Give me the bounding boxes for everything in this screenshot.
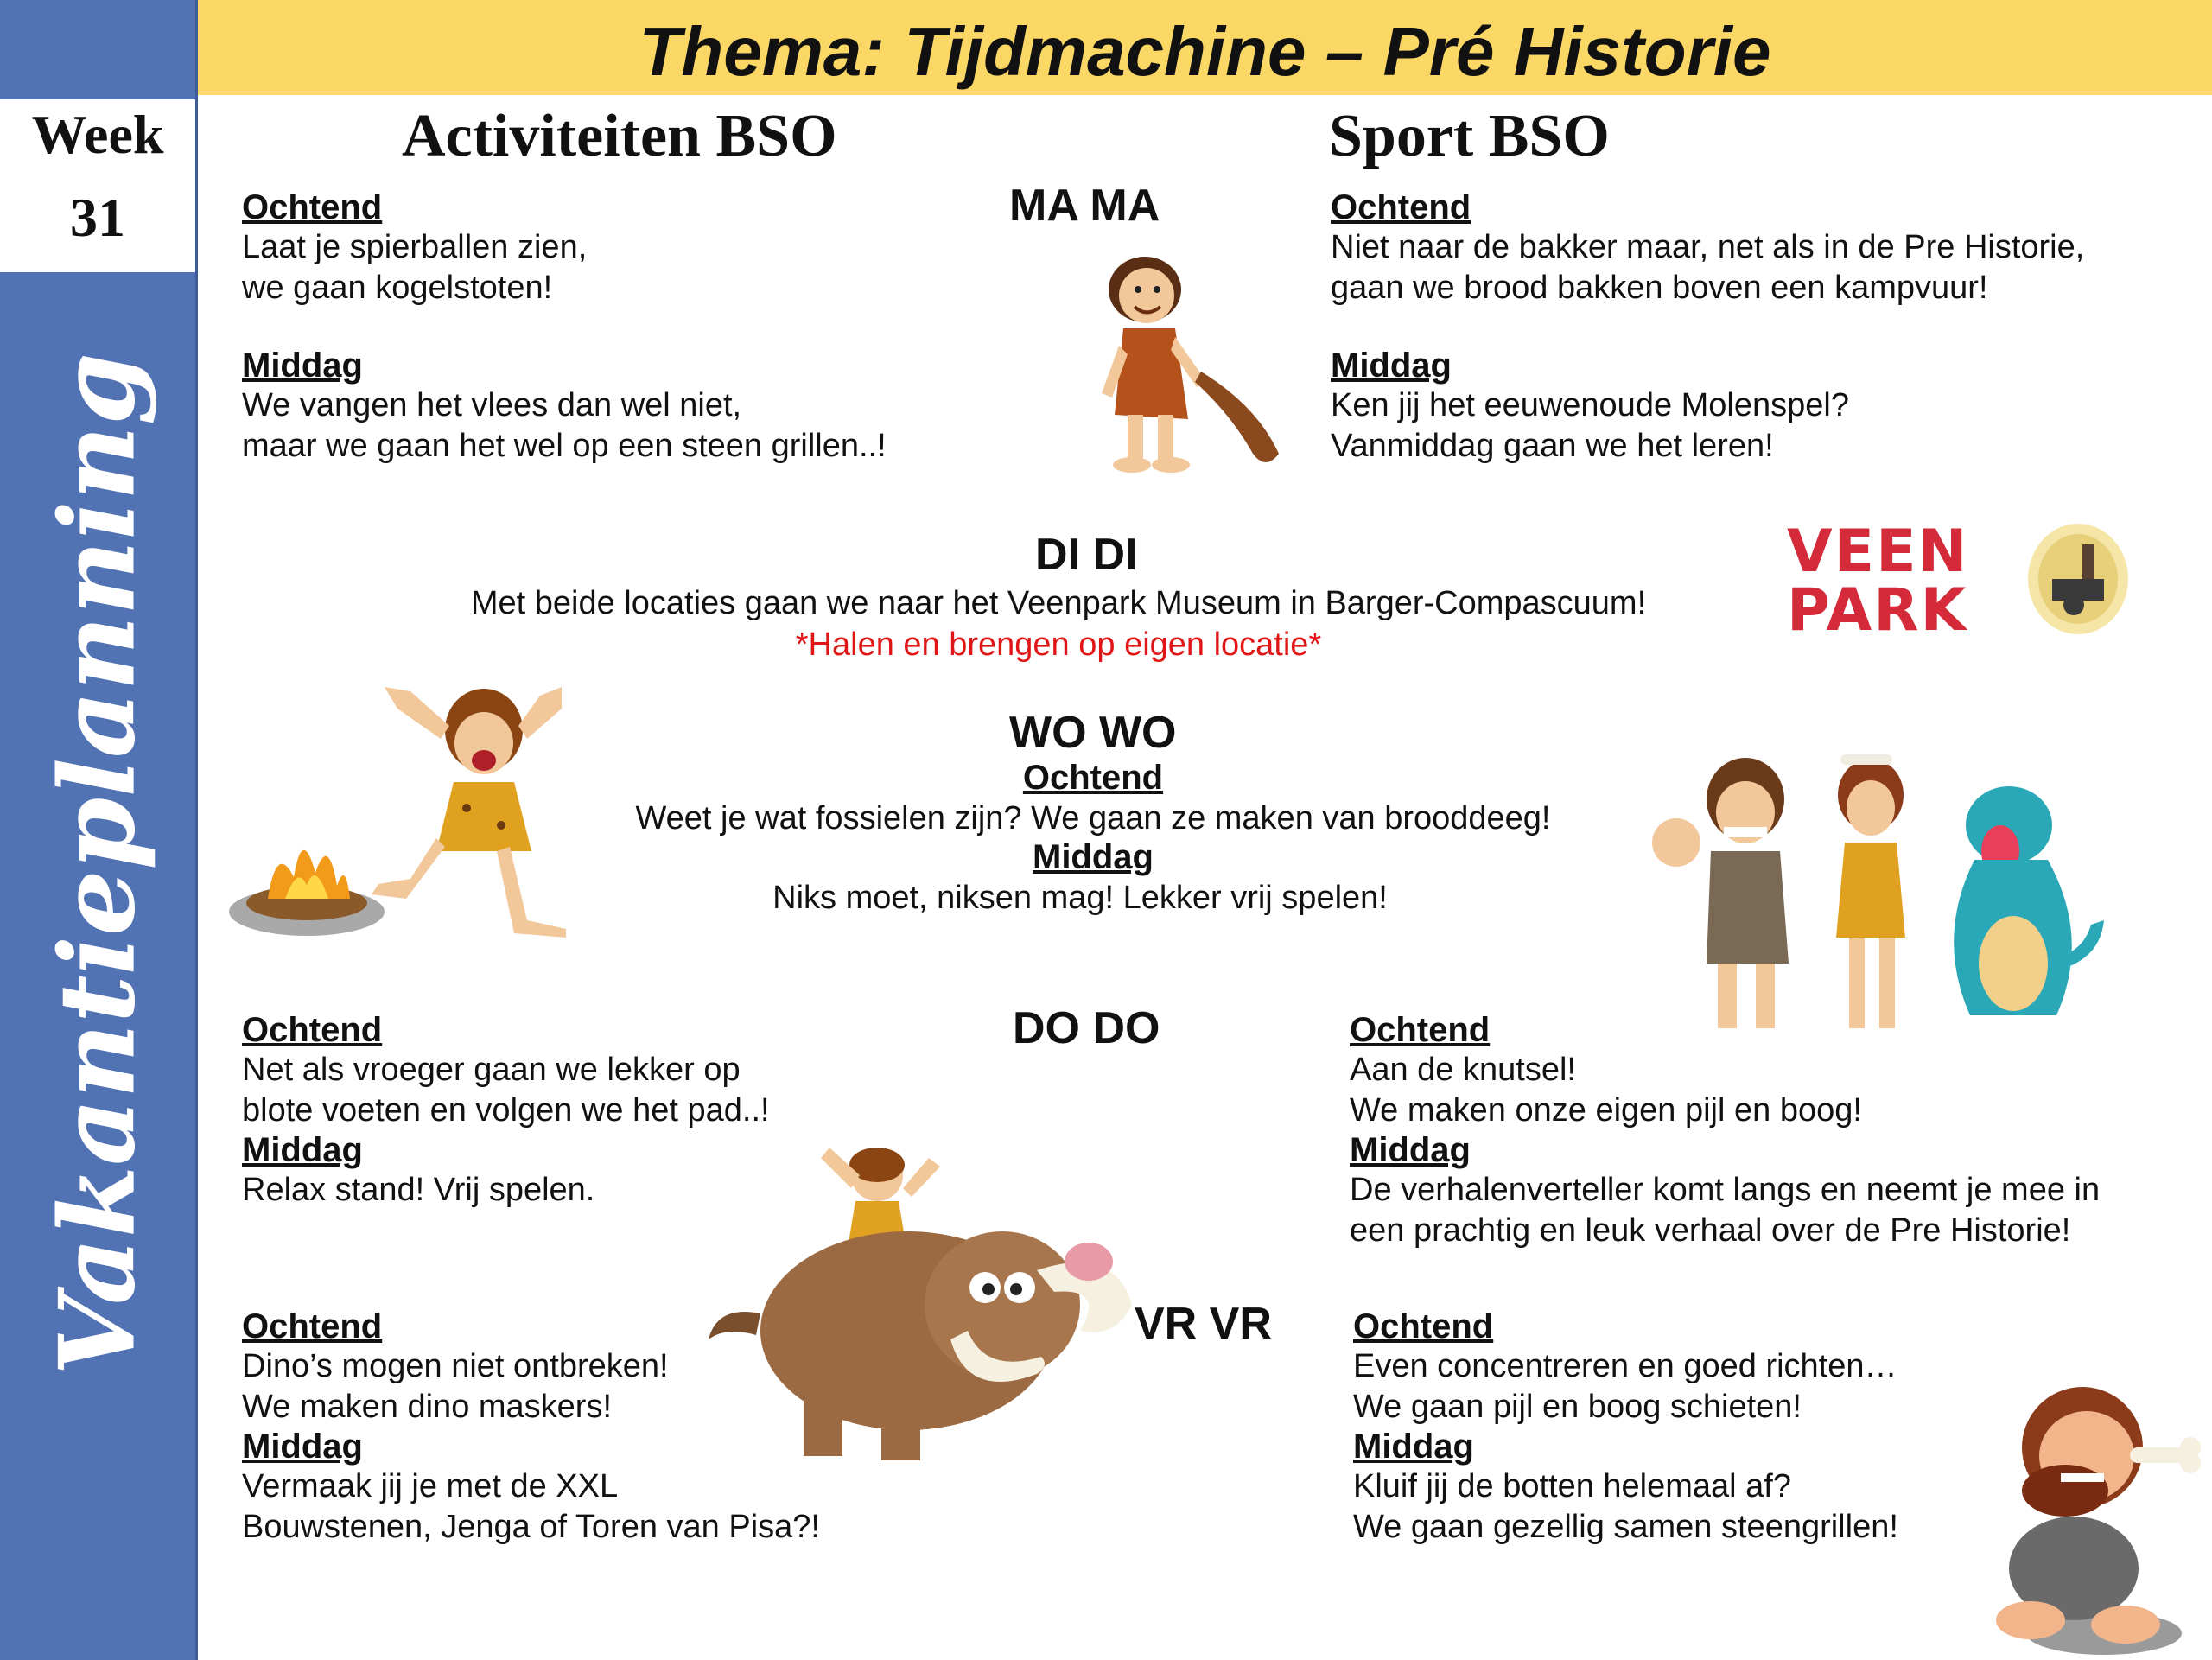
do-sport-middag-2: een prachtig en leuk verhaal over de Pre Historie! xyxy=(1350,1212,2071,1249)
day-label-di: DI DI xyxy=(1035,530,1138,580)
week-number: 31 xyxy=(70,187,125,248)
day-label-do: DO DO xyxy=(1013,1003,1160,1053)
ochtend-label: Ochtend xyxy=(242,1307,383,1345)
caveman-family-dino-icon xyxy=(1642,747,2108,1041)
vr-bso-block xyxy=(242,1307,820,1548)
veenpark-logo xyxy=(1787,518,1994,645)
ma-bso-block xyxy=(242,188,887,467)
page-title: Thema: Tijdmachine – Pré Historie xyxy=(639,13,1771,90)
vr-sport-ochtend-2: We gaan pijl en boog schieten! xyxy=(1353,1389,1802,1425)
ochtend-label: Ochtend xyxy=(1353,1307,1494,1345)
vr-sport-block xyxy=(1353,1307,1898,1548)
day-label-ma: MA MA xyxy=(1009,181,1160,231)
caveman-club-icon xyxy=(1093,242,1300,484)
di-note: *Halen en brengen op eigen locatie* xyxy=(795,626,1322,663)
ochtend-label: Ochtend xyxy=(242,1011,383,1049)
middag-label: Middag xyxy=(1331,347,1452,385)
week-box xyxy=(0,99,195,272)
do-sport-ochtend-2: We maken onze eigen pijl en boog! xyxy=(1350,1092,1862,1129)
wo-ochtend-text: Weet je wat fossielen zijn? We gaan ze maken van brooddeeg! xyxy=(635,800,1551,836)
ma-sport-middag-2: Vanmiddag gaan we het leren! xyxy=(1331,428,1774,464)
vr-sport-ochtend-1: Even concentreren en goed richten… xyxy=(1353,1348,1897,1384)
vr-bso-middag-1: Vermaak jij je met de XXL xyxy=(242,1468,619,1504)
vertical-title: Vakantieplanning xyxy=(36,353,159,1376)
ochtend-label: Ochtend xyxy=(1350,1011,1491,1049)
day-label-vr: VR VR xyxy=(1135,1299,1272,1349)
middag-label: Middag xyxy=(1353,1428,1474,1466)
vr-bso-ochtend-2: We maken dino maskers! xyxy=(242,1389,613,1425)
day-label-wo: WO WO xyxy=(1009,708,1177,758)
ma-sport-ochtend-1: Niet naar de bakker maar, net als in de Pre Historie, xyxy=(1331,229,2085,265)
sport-heading: Sport BSO xyxy=(1329,103,1610,169)
do-bso-middag-1: Relax stand! Vrij spelen. xyxy=(242,1172,595,1208)
middag-label: Middag xyxy=(242,1131,363,1169)
caveman-campfire-icon xyxy=(225,678,588,946)
logo-text-park: PARK xyxy=(1787,576,1968,645)
wo-middag-label: Middag xyxy=(1033,838,1154,876)
vr-bso-middag-2: Bouwstenen, Jenga of Toren van Pisa?! xyxy=(242,1509,820,1545)
middag-label: Middag xyxy=(242,347,363,385)
do-bso-block xyxy=(242,1011,770,1211)
ochtend-label: Ochtend xyxy=(242,188,383,226)
ma-bso-middag-2: maar we gaan het wel op een steen grillen..! xyxy=(242,428,887,464)
veenpark-badge-icon xyxy=(2022,518,2134,639)
vr-bso-ochtend-1: Dino’s mogen niet ontbreken! xyxy=(242,1348,669,1384)
activities-heading: Activiteiten BSO xyxy=(402,103,837,169)
ma-sport-ochtend-2: gaan we brood bakken boven een kampvuur! xyxy=(1331,270,1988,306)
do-bso-ochtend-2: blote voeten en volgen we het pad..! xyxy=(242,1092,770,1129)
ma-bso-ochtend-2: we gaan kogelstoten! xyxy=(242,270,553,306)
middag-label: Middag xyxy=(242,1428,363,1466)
vr-sport-middag-1: Kluif jij de botten helemaal af? xyxy=(1353,1468,1791,1504)
wo-ochtend-label: Ochtend xyxy=(1022,759,1164,797)
do-sport-block xyxy=(1350,1011,2100,1251)
ma-sport-block xyxy=(1331,188,2084,467)
do-sport-middag-1: De verhalenverteller komt langs en neemt je mee in xyxy=(1350,1172,2101,1208)
week-label: Week xyxy=(31,104,164,165)
ma-bso-ochtend-1: Laat je spierballen zien, xyxy=(242,229,588,265)
ma-sport-middag-1: Ken jij het eeuwenoude Molenspel? xyxy=(1331,387,1849,423)
di-text: Met beide locaties gaan we naar het Veenpark Museum in Barger-Compascuum! xyxy=(470,585,1647,621)
vr-sport-middag-2: We gaan gezellig samen steengrillen! xyxy=(1353,1509,1898,1545)
middag-label: Middag xyxy=(1350,1131,1471,1169)
ma-bso-middag-1: We vangen het vlees dan wel niet, xyxy=(242,387,742,423)
wo-middag-text: Niks moet, niksen mag! Lekker vrij spelen! xyxy=(772,880,1388,916)
do-bso-ochtend-1: Net als vroeger gaan we lekker op xyxy=(242,1052,741,1088)
caveman-bone-icon xyxy=(1979,1378,2212,1655)
do-sport-ochtend-1: Aan de knutsel! xyxy=(1350,1052,1576,1088)
logo-text-veen: VEEN xyxy=(1787,518,1969,586)
ochtend-label: Ochtend xyxy=(1331,188,1471,226)
